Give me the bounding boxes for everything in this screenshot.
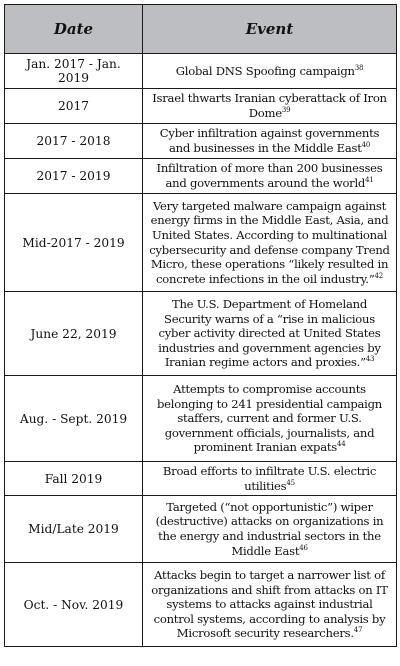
row-date: Aug. - Sept. 2019	[5, 376, 143, 462]
event-text: Very targeted malware campaign against energy firms in the Middle East, Asia, and United States. According to multinational cybersecurity and defense company Trend Micro, these operations “likely resulted in concrete infections in the oil industry.”	[149, 198, 390, 286]
citation-number: 41	[365, 176, 374, 185]
timeline-table	[4, 4, 397, 647]
row-event	[143, 563, 397, 647]
row-date: 2017 - 2018	[5, 124, 143, 159]
citation-number: 47	[353, 626, 363, 635]
citation-number: 46	[299, 543, 308, 552]
row-date: Fall 2019	[5, 462, 143, 496]
row-event	[143, 376, 397, 462]
event-text: Infiltration of more than 200 businesses and governments around the world	[156, 161, 383, 190]
table-row	[5, 159, 397, 194]
table-row	[5, 89, 397, 124]
citation-number: 42	[374, 271, 383, 280]
table-header-row	[5, 5, 397, 54]
citation-number: 45	[286, 478, 295, 487]
event-text: Cyber infiltration against governments and businesses in the Middle East	[159, 126, 380, 155]
table-row	[5, 376, 397, 462]
row-event	[143, 292, 397, 376]
event-text: The U.S. Department of Homeland Security warns of a “rise in malicious cyber activity directed at United States industries and government agencies by Iranian regime actors and proxies.”	[158, 297, 381, 370]
row-event	[143, 194, 397, 292]
event-column-header: Event	[143, 5, 397, 54]
event-text: Attacks begin to target a narrower list of organizations and shift from attacks on IT systems to attacks against industrial control systems, according to analysis by Microsoft security researchers.	[151, 568, 388, 641]
row-event	[143, 54, 397, 89]
table-row	[5, 496, 397, 563]
table-row	[5, 194, 397, 292]
row-date: 2017 - 2019	[5, 159, 143, 194]
event-text: Global DNS Spoofing campaign	[175, 63, 355, 78]
row-event	[143, 496, 397, 563]
event-text: Israel thwarts Iranian cyberattack of Iron Dome	[152, 91, 387, 120]
citation-number: 43	[365, 355, 375, 364]
row-date: Jan. 2017 - Jan. 2019	[5, 54, 143, 89]
table-row	[5, 292, 397, 376]
row-event	[143, 159, 397, 194]
row-event	[143, 124, 397, 159]
row-date: Mid/Late 2019	[5, 496, 143, 563]
citation-number: 39	[281, 106, 291, 115]
table-row	[5, 462, 397, 496]
event-text: Broad efforts to infiltrate U.S. electric utilities	[162, 463, 377, 493]
event-text: Targeted (“not opportunistic”) wiper (destructive) attacks on organizations in the energy and industrial sectors in the Middle East	[155, 499, 384, 558]
row-event	[143, 462, 397, 496]
event-text: Attempts to compromise accounts belonging to 241 presidential campaign staffers, current and former U.S. government officials, journalists, and prominent Iranian expats	[156, 382, 382, 455]
row-event	[143, 89, 397, 124]
date-column-header: Date	[5, 5, 143, 54]
row-date: Mid-2017 - 2019	[5, 194, 143, 292]
citation-number: 40	[361, 141, 371, 150]
citation-number: 44	[336, 440, 346, 449]
row-date: 2017	[5, 89, 143, 124]
table-row	[5, 563, 397, 647]
row-date: Oct. - Nov. 2019	[5, 563, 143, 647]
citation-number: 38	[354, 63, 364, 72]
table-row	[5, 124, 397, 159]
row-date: June 22, 2019	[5, 292, 143, 376]
timeline-table-container	[4, 4, 396, 647]
table-row	[5, 54, 397, 89]
